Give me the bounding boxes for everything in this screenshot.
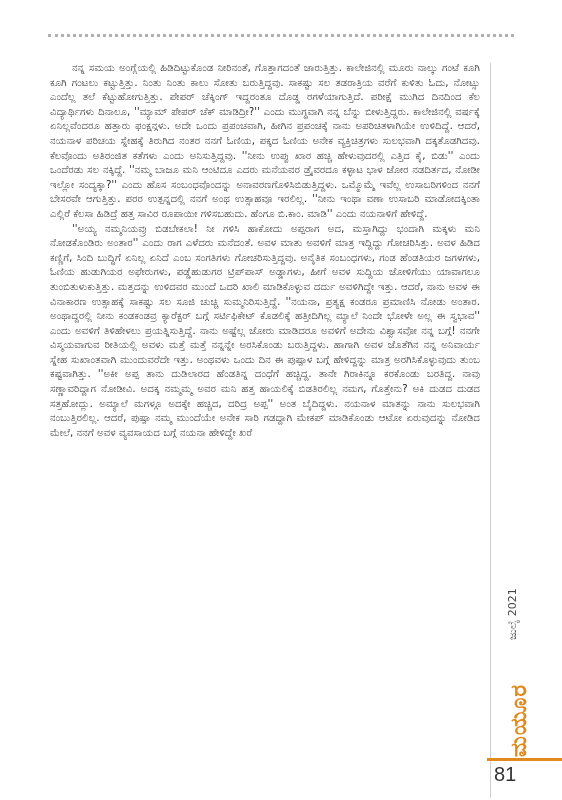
margin-divider — [490, 63, 491, 798]
issue-date: ಜುಲೈ 2021 — [506, 588, 519, 640]
article-body — [50, 62, 480, 441]
accent-bar — [487, 758, 562, 761]
page-number: 81 — [494, 764, 517, 786]
masthead-text: ಮಯೂರ — [507, 683, 533, 757]
top-dotted-rule — [48, 34, 514, 37]
paragraph-2: ''ಅಯ್ಯ ನಮ್ಮನಿಯವ್ರು ಬಿಡಬೇಕಲಾ! ನೀ ಗಳಿಸಿ ಹಾಕೋದು ಅಪ್ಪರಾಗ ಅದ, ಮಸ್ತಾಗಿದ್ದು ಭಂದಾಗಿ ಮಕ್ಕಳು ಮನಿ ನೋಡಕೊಂಡಿರು ಅಂತಾರ'' ಎಂದು ರಾಗ ಎಳೆದರು ಮನೆದಂತೆ. ಅವಳ ಮಾತು ಅವಳಿಗೆ ಮಾತ್ರ ಇದ್ದಿದ್ದು ಗೋಚರಿಸಿತ್ತು. ಅವಳ ಹಿಡಿದ ಕಣ್ಣಿಗೆ, ಸಿಂದಿ ಬುದ್ಧಿಗೆ ಏನಿಲ್ಲ ಏನಿದೆ ಎಂಬ ಸಂಗತಿಗಳು ಗೋಚರಿಸುತ್ತಿದ್ದವು. ಅನೈತಿಕ ಸಂಬಂಧಗಳು, ಗಂಡ ಹೆಂಡತಿಯರ ಜಗಳಗಳು, ಓಣಿಯ ಹುಡುಗಿಯರ ಅಫೇರುಗಳು, ಪಡ್ಡೆಹುಡುಗರ ಟ್ರಿಪ್‌ಪಾಸ್ ಅಡ್ಡಾಗಳು, ಹೀಗೆ ಅವಳ ಸುದ್ದಿಯ ಜೋಳಿಗೆಯು ಯಾವಾಗಲೂ ತುಂಬಿತುಳುಕುತ್ತಿತ್ತು. ಮತ್ತದನ್ನು ಉಳಿದವರ ಮುಂದೆ ಒದರಿ ಖಾಲಿ ಮಾಡಿಕೊಳ್ಳುವ ದರ್ದು ಅವಳಿಗಿದ್ದೇ ಇತ್ತು. ಆದರೆ, ನಾನು ಅವಳ ಈ ವಿನಾಕಾರಣ ಉತ್ಸಾಹಕ್ಕೆ ಸಾಕಷ್ಟು ಸಲ ಸೂಜಿ ಚುಚ್ಚಿ ಸುಮ್ಮನಿರಿಸುತ್ತಿದ್ದೆ. ''ನಯನಾ, ಪ್ರತ್ಯಕ್ಷ ಕಂಡರೂ ಪ್ರಮಾಣಿಸಿ ನೋಡು ಅಂತಾರ. ಅಂಥಾದ್ದರಲ್ಲಿ ನೀನು ಕಂಡಕಂಡವ್ರ ಕ್ಯಾರೆಕ್ಟರ್ ಬಗ್ಗೆ ಸರ್ಟಿಫಿಕೇಟ್ ಕೊಡಲಿಕ್ಕೆ ಹತ್ತೀದಿಗಿಲ್ಲ ಮ್ಯಾಲೆ ನಿಂದೇ ಭೋಳೇ ಅಲ್ಲ ಈ ಸ್ವಭಾವ'' ಎಂದು ಅವಳಿಗೆ ತಿಳಿಹೇಳಲು ಪ್ರಯತ್ನಿಸುತ್ತಿದ್ದೆ. ನಾನು ಅಷ್ಟೆಲ್ಲ ಜೋರು ಮಾಡಿದರೂ ಅವಳಿಗೆ ಅದೇನು ವಿಶ್ವಾಸವೋ ನನ್ನ ಬಗ್ಗೆ! ನನಗೇ ವಿಸ್ಮಯವಾಗುವ ರೀತಿಯಲ್ಲಿ ಅವಳು ಮತ್ತೆ ಮತ್ತೆ ನನ್ನನ್ನೇ ಅರಸಿಕೊಂಡು ಬರುತ್ತಿದ್ದಳು. ಹಾಗಾಗಿ ಅವಳ ಜೊತೆಗಿನ ನನ್ನ ಅನಿವಾರ್ಯ ಸ್ನೇಹ ಸುಖಾಂತವಾಗಿ ಮುಂದುವರೆದೇ ಇತ್ತು. ಅಂಥವಳು ಒಂದು ದಿನ ಈ ಪುಷ್ಪಾಳ ಬಗ್ಗೆ ಹೇಳಿದ್ದನ್ನು ಮಾತ್ರ ಅರಗಿಸಿಕೊಳ್ಳುವುದು ತುಂಬ ಕಷ್ಟವಾಗಿತ್ತು. ''ಅಕೀ ಅಪ್ಪ ತಾನು ದುಡಿಲಾರದ ಹೆಂಡತಿನ್ನ ದಂಧೆಗೆ ಹಚ್ಚಿದ್ದ. ತಾನೇ ಗಿರಾಕಿನ್ನೂ ಕರಕೊಂಡು ಬರತಿದ್ದ. ನಾವು ಸಣ್ಣಾವರಿದ್ದಾಗ ನೋಡೀವಿ. ಅದಕ್ಕ ನಮ್ಮಮ್ಮ ಅವರ ಮನಿ ಹತ್ತ ಹಾಯಲಿಕ್ಕೆ ಬಿಡತಿರಲಿಲ್ಲ ನಮಗ, ಗೊತ್ತೇನು? ಅಕಿ ದುಡದ ದುಡದ ಸತ್ತಹೋದ್ಲು. ಅಮ್ಯಾಲೆ ಮಗಳ್ಗೂ ಅದಕ್ಕೇ ಹಚ್ಚಿದ, ದರಿದ್ರ ಅಪ್ಪ'' ಅಂತ ಬೈದಿದ್ದಳು. ನಯನಾಳ ಮಾತನ್ನು ನಾನು ಸುಲಭವಾಗಿ ನಂಬುತ್ತಿರಲಿಲ್ಲ. ಆದರೆ, ಪುಷ್ಪಾ ನಮ್ಮ ಮುಂದೆಯೇ ಅನೇಕ ಸಾರಿ ಗಡದ್ದಾಗಿ ಮೇಕಪ್ ಮಾಡಿಕೊಂಡು ಆಟೋ ಏರುವುದನ್ನು ನೋಡಿದ ಮೇಲೆ, ನನಗೆ ಅವಳ ವ್ಯವಸಾಯದ ಬಗ್ಗೆ ನಯನಾ ಹೇಳಿದ್ದೇ ಖರೆ — [50, 223, 480, 439]
magazine-masthead — [500, 683, 540, 757]
paragraph-1: ನನ್ನ ಸಮಯ ಅಂಗ್ಲೆಯಲ್ಲಿ ಹಿಡಿದಿಟ್ಟುಕೊಂಡ ನೀರಿನಂತೆ, ಗೊತ್ತಾಗದಂತೆ ಜಾರುತ್ತಿತ್ತು. ಕಾಲೇಜಿನಲ್ಲಿ ಮೂರು ನಾಲ್ಕು ಗಂಟೆ ಕೂಗಿ ಕೂಗಿ ಗಂಟಲು ಕಟ್ಟುತ್ತಿತ್ತು. ನಿಂತು ನಿಂತು ಕಾಲು ಸೋತು ಬರುತ್ತಿದ್ದವು. ಸಾಕಷ್ಟು ಸಲ ತಡರಾತ್ರಿಯ ವರೆಗೆ ಕುಳಿತು ಓದು, ನೋಟ್ಸು ಎಂದೆಲ್ಲ ತಲೆ ಕೆಟ್ಟುಹೋಗುತ್ತಿತ್ತು. ಪೇಪರ್ ಚೆಕ್ಕಿಂಗ್ ಇದ್ದರಂತೂ ದೊಡ್ಡ ರಗಳೆಯಾಗುತ್ತಿದೆ. ಪರೀಕ್ಷೆ ಮುಗಿದ ದಿನದಿಂದ ಕೆಲ ವಿದ್ಯಾರ್ಥಿಗಳು ದಿನಾಲೂ, ''ಮ್ಯಾಮ್ ಪೇಪರ್ ಚೆಕ್ ಮಾಡಿದ್ರೀ?'' ಎಂದು ಮುಗ್ಧವಾಗಿ ನನ್ನ ಬೆನ್ನು ಬೀಳುತ್ತಿದ್ದರು. ಕಾಲೇಜಿನಲ್ಲಿ ವರ್ಷಕ್ಕೆ ಏನಿಲ್ಲವೆಂದರೂ ಹತ್ತಾರು ಫಂಕ್ಷನ್ಗಳು. ಅದೇ ಒಂದು ಪ್ರಪಂಚವಾಗಿ, ಹೀಗಿನ ಪ್ರಪಂಚಕ್ಕೆ ನಾನು ಅಪರಿಚಿತಳಾಗಿಯೇ ಉಳಿದಿದ್ದೆ. ಆದರೆ, ನಯನಾಳ ಪರಿಚಯ ಸ್ನೇಹಕ್ಕೆ ತಿರುಗಿದ ನಂತರ ನನಗೆ ಓಣಿಯ, ಪಕ್ಕದ ಓಣಿಯ ಅನೇಕ ವ್ಯಕ್ತಿಚಿತ್ರಗಳು ಸುಲಭವಾಗಿ ದಕ್ಕತೊಡಗಿದವು. ಕೆಲವೊಂದು ಅತಿರಂಜಿತ ಕತೆಗಳು ಎಂದು ಅನಿಸುತ್ತಿದ್ದವು. ''ನೀನು ಉಪ್ಪು ಖಾರ ಹಚ್ಚಿ ಹೇಳುವುದರಲ್ಲಿ ಎತ್ತಿದ ಕೈ, ಬಿಡು'' ಎಂದು ಒಂದೆರಡು ಸಲ ನಕ್ಕಿದ್ದೆ. ''ನಮ್ಮ ಬಾಜೂ ಮನಿ ಆಂಟಿದೂ ಎದರು ಮನೆಯವರ ಡ್ರೈವರದೂ ಕಳ್ಳಾಟ ಭಾಳ ಜೋರ ನಡದಿರ್ತದ, ನೋಡೀ ಇಲ್ಲೋ ಸಂದ್ಯಕ್ಕಾ?'' ಎಂದು ಹೊಸ ಸಂಬಂಧವೊಂದನ್ನು ಅನಾವರಣಗೊಳಿಸಿಬಿಡುತ್ತಿದ್ದಳು. ಒಮ್ಮೊಮ್ಮೆ ಇವೆಲ್ಲ ಉಸಾಬರಿಗಳಿಂದ ನನಗೆ ಬೇಸರವೇ ಆಗುತ್ತಿತ್ತು. ಪರರ ಉತ್ಪನ್ನದಲ್ಲಿ ನನಗೆ ಅಂಥ ಉತ್ಸಾಹವೂ ಇರಲಿಲ್ಲ. ''ನೀನು ಇಂಥಾ ವಣಾ ಉಸಾಬರಿ ಮಾಡೋದಕ್ಕಿಂತಾ ಎಲ್ಲಿರೆ ಕೆಲಸಾ ಹಿಡಿದ್ರೆ ಹತ್ತ ಸಾವಿರ ರೂಪಾಯೀ ಗಳಿಸಬಹುದು. ಹೆಂಗೂ ಬಿ.ಕಾಂ. ಮಾಡಿ'' ಎಂದು ನಯನಾಳಿಗೆ ಹೇಳಿದ್ದೆ. — [50, 63, 480, 220]
